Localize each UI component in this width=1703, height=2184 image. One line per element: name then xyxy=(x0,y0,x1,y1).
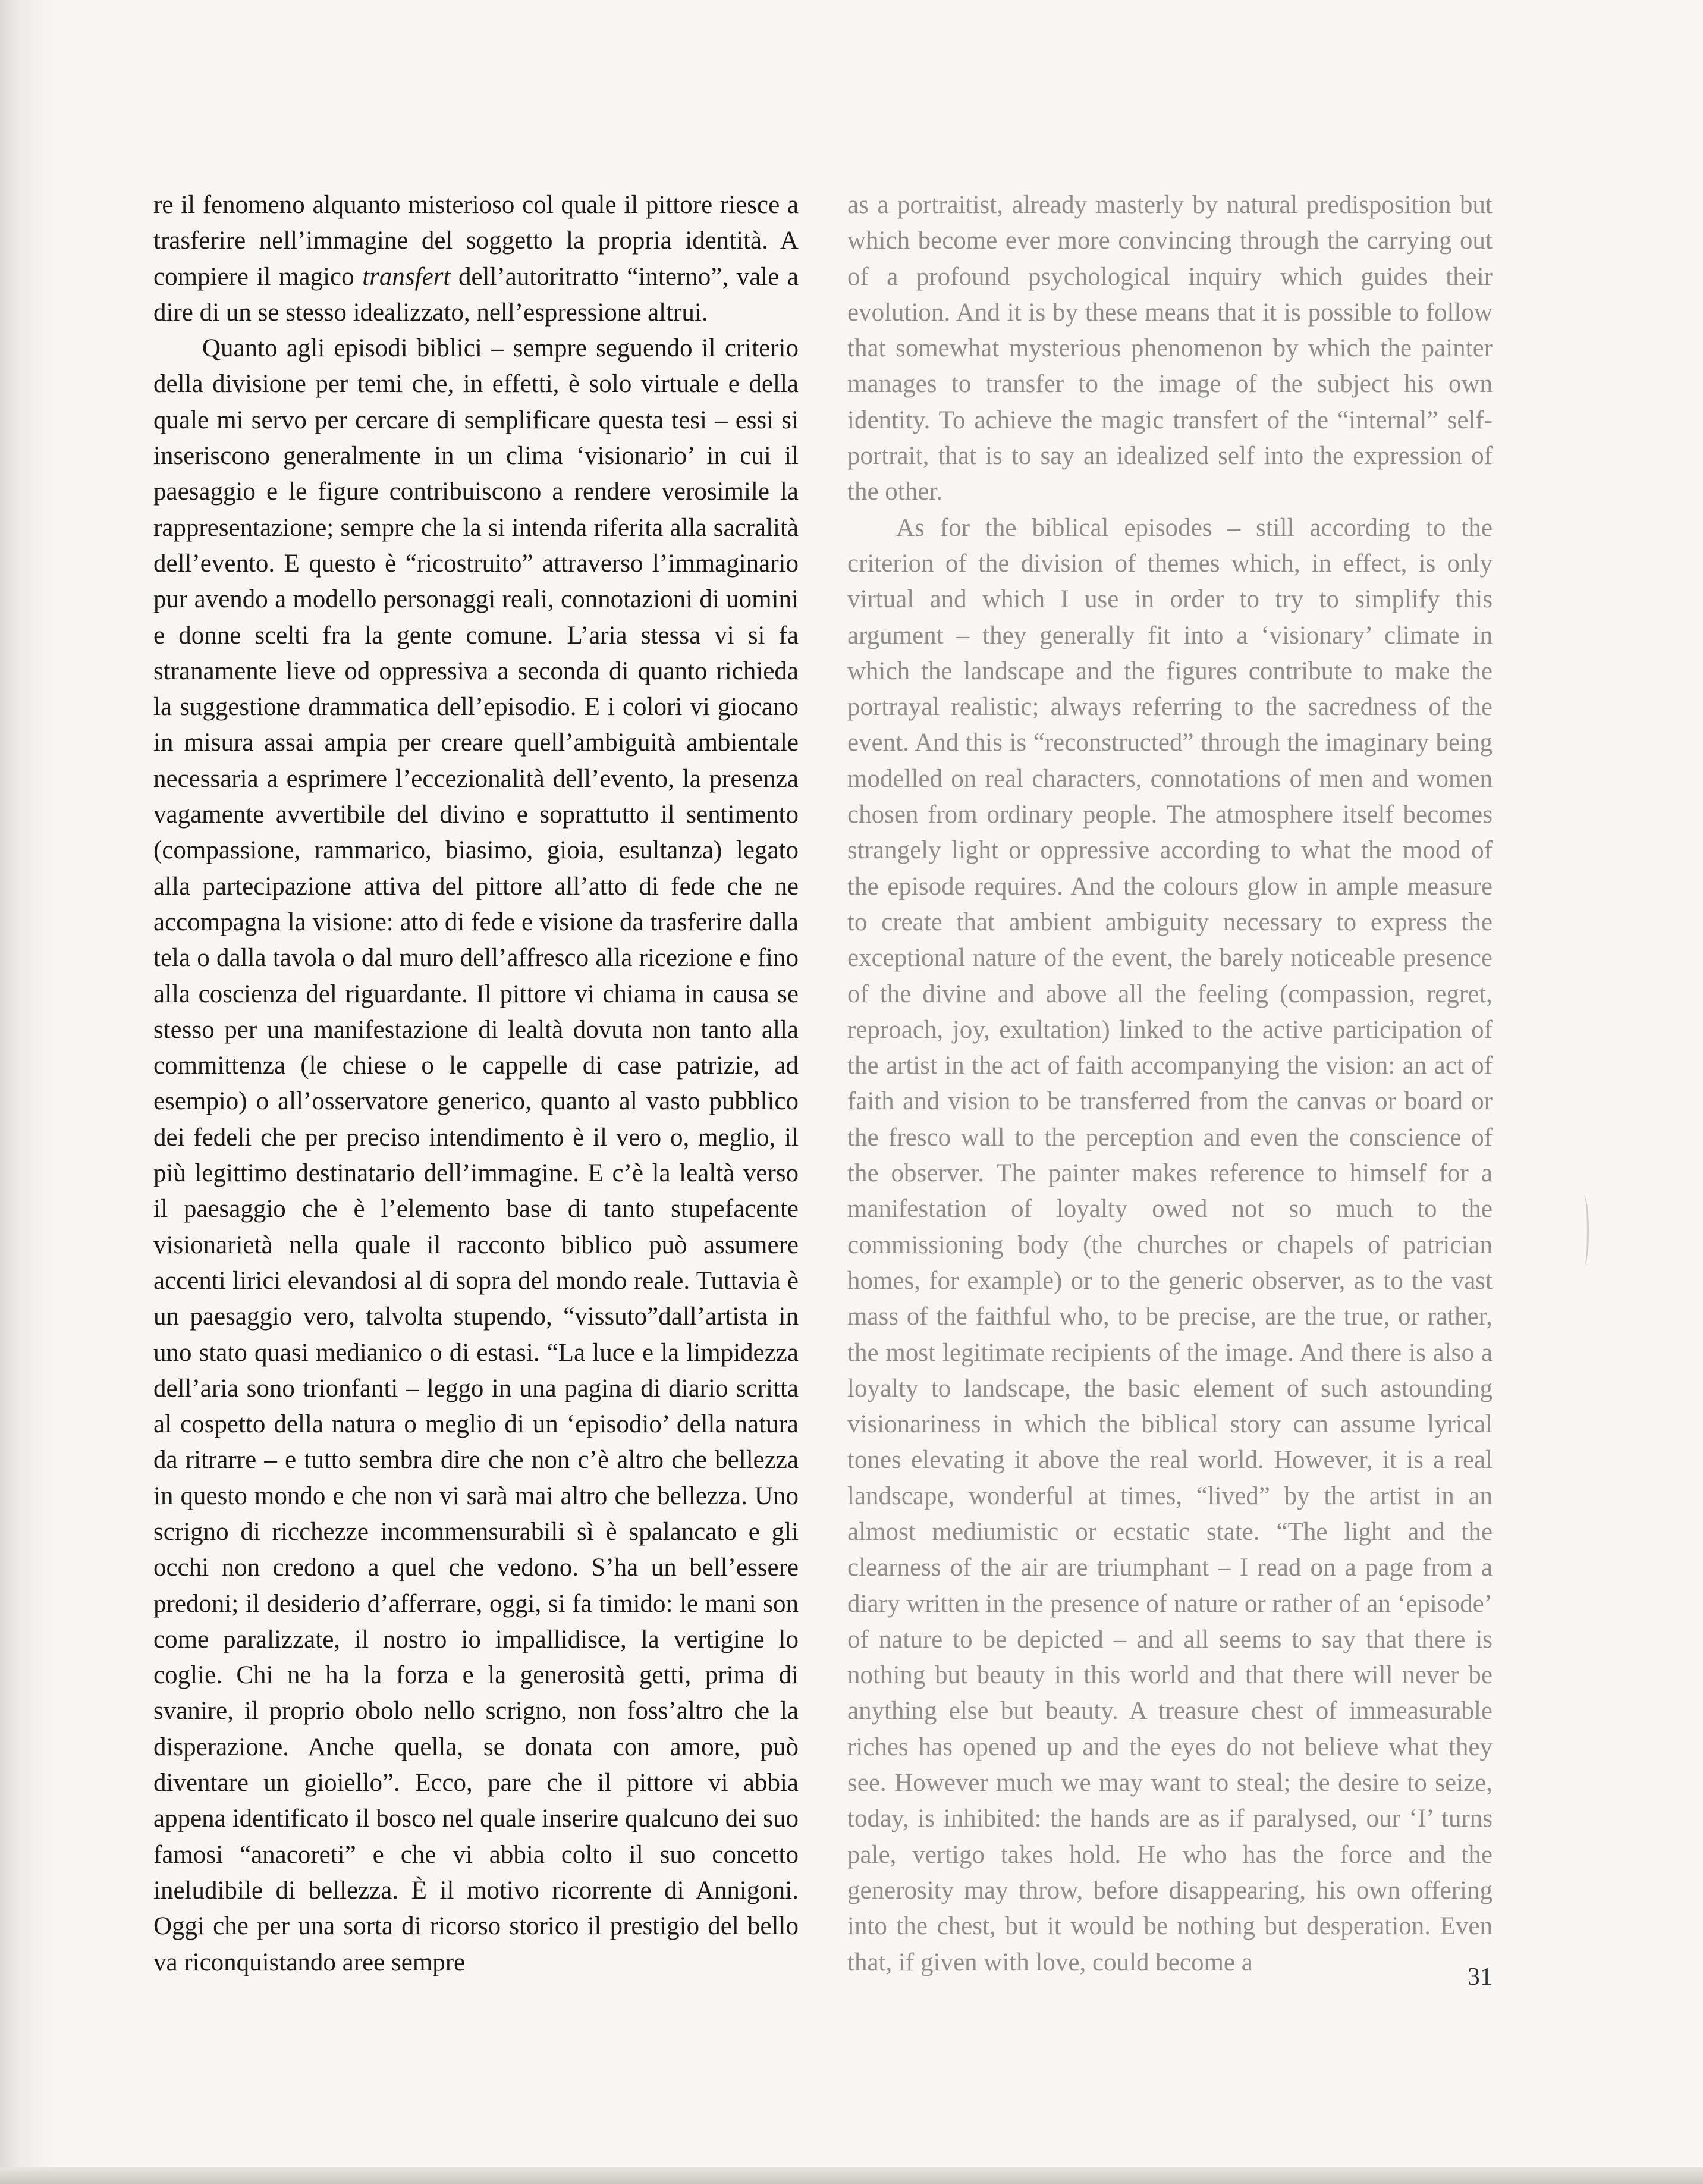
page-number: 31 xyxy=(1468,1963,1493,1991)
page-edge-shadow xyxy=(1579,1195,1589,1267)
english-paragraph-2: As for the biblical episodes – still according to the criterion of the division of themes which, in effect, is only virtual and which I use in order to try to simplify this argument – they generally fit into a ‘visionary’ climate in which the landscape and the figures contribute to make the portrayal realistic; always referring to the sacredness of the event. And this is “reconstructed” through the imaginary being modelled on real characters, connotations of men and women chosen from ordinary people. The atmosphere itself becomes strangely light or oppressive according to what the mood of the episode requires. And the colours glow in ample measure to create that ambient ambiguity necessary to express the exceptional nature of the event, the barely noticeable presence of the divine and above all the feeling (compassion, regret, reproach, joy, exultation) linked to the active participation of the artist in the act of faith accompanying the vision: an act of faith and vision to be transferred from the canvas or board or the fresco wall to the perception and even the conscience of the observer. The painter makes reference to himself for a manifestation of loyalty owed not so much to the commissioning body (the churches or chapels of patrician homes, for example) or to the generic observer, as to the vast mass of the faithful who, to be precise, are the true, or rather, the most legitimate recipients of the image. And there is also a loyalty to landscape, the basic element of such astounding visionariness in which the biblical story can assume lyrical tones elevating it above the real world. However, it is a real landscape, wonderful at times, “lived” by the artist in an almost mediumistic or ecstatic state. “The light and the clearness of the air are triumphant – I read on a page from a diary written in the presence of nature or rather of an ‘episode’ of nature to be depicted – and all seems to say that there is nothing but beauty in this world and that there will never be anything else but beauty. A treasure chest of immeasurable riches has opened up and the eyes do not believe what they see. However much we may want to steal; the desire to seize, today, is inhibited: the hands are as if paralysed, our ‘I’ turns pale, vertigo takes hold. He who has the force and the generosity may throw, before disappearing, his own offering into the chest, but it would be nothing but desperation. Even that, if given with love, could become a xyxy=(847,513,1493,1976)
italian-paragraph-1 xyxy=(153,187,799,331)
italian-paragraph-2: Quanto agli episodi biblici – sempre seguendo il criterio della divisione per temi che, in effetti, è solo virtuale e della quale mi servo per cercare di semplificare questa tesi – essi si inseriscono generalmente in un clima ‘visionario’ in cui il paesaggio e le figure contribuiscono a rendere verosimile la rappresentazione; sempre che la si intenda riferita alla sacralità dell’evento. E questo è “ricostruito” attraverso l’immaginario pur avendo a modello personaggi reali, connotazioni di uomini e donne scelti fra la gente comune. L’aria stessa vi si fa stranamente lieve od oppressiva a seconda di quanto richieda la suggestione drammatica dell’episodio. E i colori vi giocano in misura assai ampia per creare quell’ambiguità ambientale necessaria a esprimere l’eccezionalità dell’evento, la presenza vagamente avvertibile del divino e soprattutto il sentimento (compassione, rammarico, biasimo, gioia, esultanza) legato alla partecipazione attiva del pittore all’atto di fede che ne accompagna la visione: atto di fede e visione da trasferire dalla tela o dalla tavola o dal muro dell’affresco alla ricezione e fino alla coscienza del riguardante. Il pittore vi chiama in causa se stesso per una manifestazione di lealtà dovuta non tanto alla committenza (le chiese o le cappelle di case patrizie, ad esempio) o all’osservatore generico, quanto al vasto pubblico dei fedeli che per preciso intendimento è il vero o, meglio, il più legittimo destinatario dell’immagine. E c’è la lealtà verso il paesaggio che è l’elemento base di tanto stupefacente visionarietà nella quale il racconto biblico può assumere accenti lirici elevandosi al di sopra del mondo reale. Tuttavia è un paesaggio vero, talvolta stupendo, “vissuto”dall’artista in uno stato quasi medianico o di estasi. “La luce e la limpidezza dell’aria sono trionfanti – leggo in una pagina di diario scritta al cospetto della natura o meglio di un ‘episodio’ della natura da ritrarre – e tutto sembra dire che non c’è altro che bellezza in questo mondo e che non vi sarà mai altro che bellezza. Uno scrigno di ricchezze incommensurabili sì è spalancato e gli occhi non credono a quel che vedono. S’ha un bell’essere predoni; il desiderio d’afferrare, oggi, si fa timido: le mani son come paralizzate, il nostro io impallidisce, la vertigine lo coglie. Chi ne ha la forza e la generosità getti, prima di svanire, il proprio obolo nello scrigno, non foss’altro che la disperazione. Anche quella, se donata con amore, può diventare un gioiello”. Ecco, pare che il pittore vi abbia appena identificato il bosco nel quale inserire qualcuno dei suo famosi “anacoreti” e che vi abbia colto il suo concetto ineludibile di bellezza. È il motivo ricorrente di Annigoni. Oggi che per una sorta di ricorso storico il prestigio del bello va riconquistando aree sempre xyxy=(153,334,799,1976)
page-bottom-edge xyxy=(0,2167,1703,2184)
italian-paragraph-1-before: re il fenomeno alquanto misterioso col quale il pittore riesce a trasferire nell’immagine del soggetto la propria identità. A compiere il magico xyxy=(153,191,799,291)
english-text-column xyxy=(847,187,1493,1981)
italian-paragraph-1-after: dell’autoritratto “interno”, vale a dire di un se stesso idealizzato, nell’espressione altrui. xyxy=(153,262,799,327)
italian-text-column xyxy=(153,187,799,1981)
italian-emphasis-transfert: transfert xyxy=(362,262,451,291)
english-paragraph-1: as a portraitist, already masterly by natural predisposition but which become ever more convincing through the carrying out of a profound psychological inquiry which guides their evolution. And it is by these means that it is possible to follow that somewhat mysterious phenomenon by which the painter manages to transfer to the image of the subject his own identity. To achieve the magic transfert of the “internal” self-portrait, that is to say an idealized self into the expression of the other. xyxy=(847,191,1493,506)
